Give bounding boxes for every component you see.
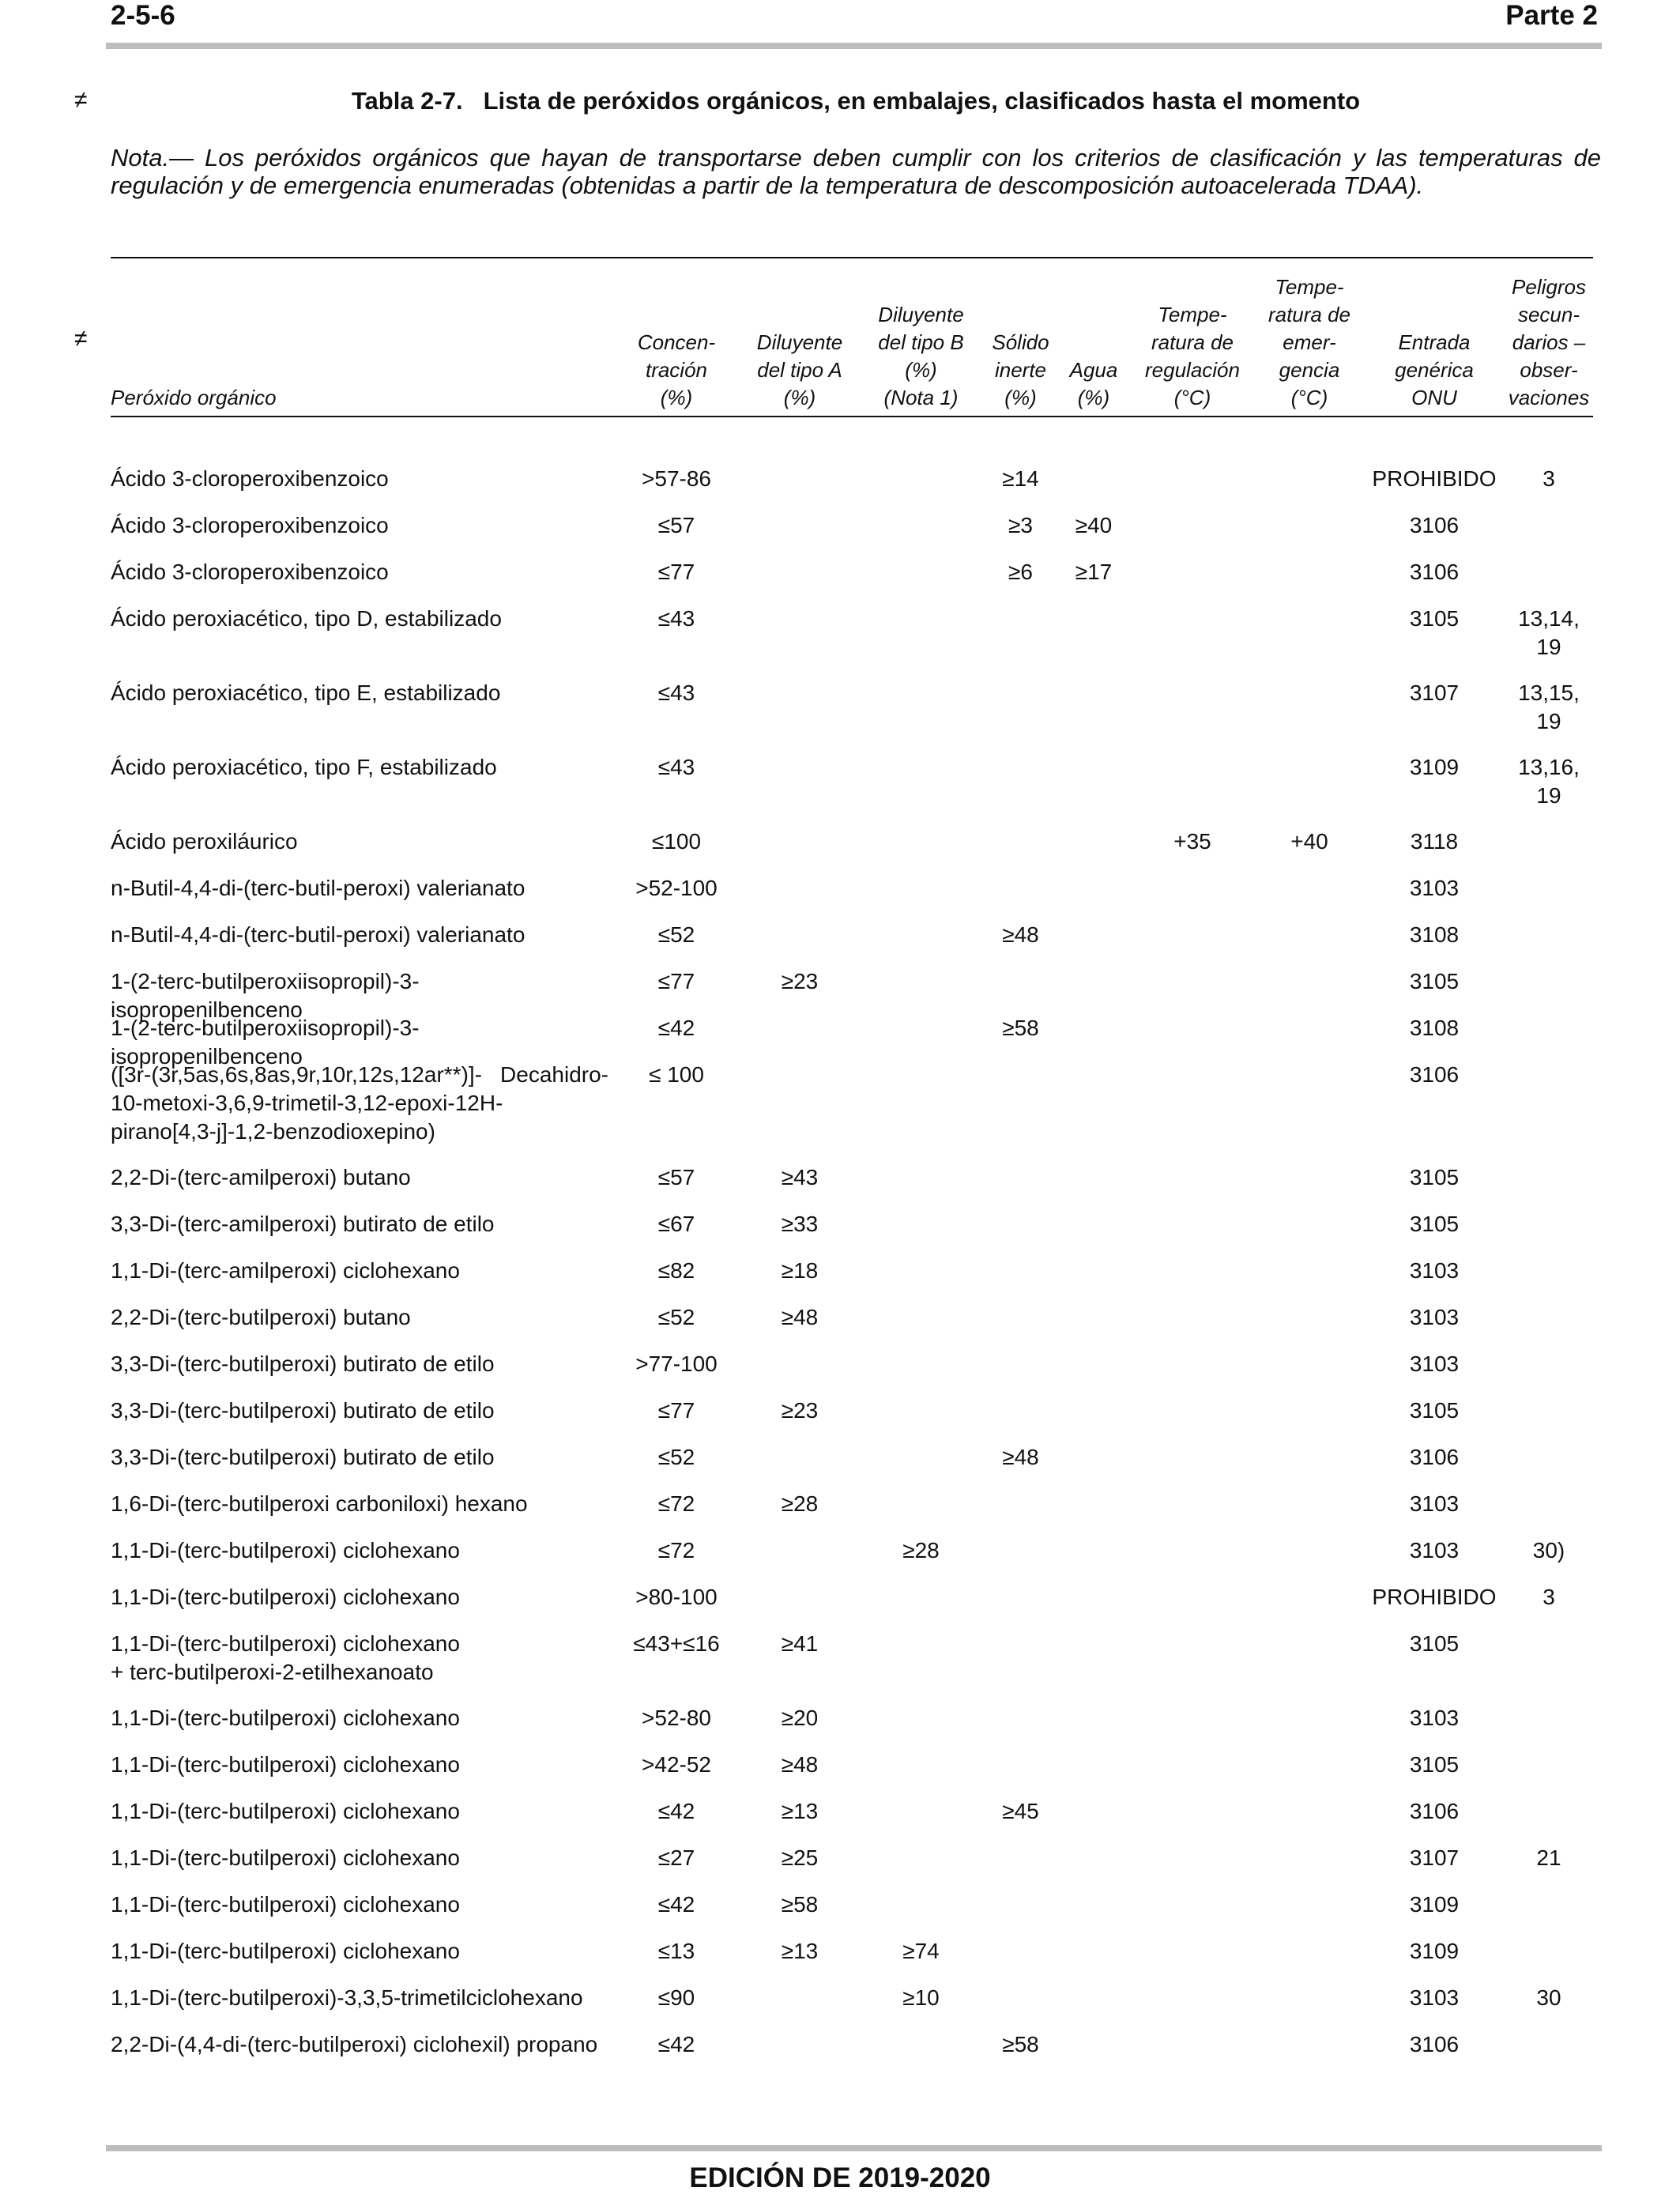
cell-un-entry: 3103 bbox=[1409, 1258, 1460, 1283]
cell-un-entry: 3106 bbox=[1409, 1062, 1460, 1087]
cell-un-entry: 3106 bbox=[1409, 560, 1460, 584]
cell-concentration: ≤42 bbox=[657, 1799, 695, 1823]
cell-name: 2,2-Di-(4,4-di-(terc-butilperoxi) ciclohexil) propano bbox=[111, 2032, 598, 2056]
cell-concentration: ≤52 bbox=[657, 922, 695, 947]
cell-un-entry: 3103 bbox=[1409, 1538, 1460, 1563]
cell-concentration: ≤43 bbox=[657, 755, 695, 779]
cell-concentration: ≤100 bbox=[651, 829, 702, 854]
col-header-temp-regulacion: Tempe- ratura de regulación (°C) bbox=[1145, 303, 1240, 409]
cell-concentration: ≤42 bbox=[657, 2032, 695, 2056]
col-header-diluyente-b: Diluyente del tipo B (%) (Nota 1) bbox=[878, 303, 964, 409]
cell-concentration: ≤52 bbox=[657, 1305, 695, 1329]
cell-diluent-b: ≥10 bbox=[902, 1985, 940, 2010]
cell-un-entry: 3106 bbox=[1409, 2032, 1460, 2056]
cell-inert-solid: ≥58 bbox=[1002, 2032, 1039, 2056]
cell-concentration: ≤42 bbox=[657, 1016, 695, 1040]
cell-name: 1,1-Di-(terc-butilperoxi)-3,3,5-trimetilciclohexano bbox=[111, 1985, 583, 2010]
cell-name: Ácido peroxiacético, tipo F, estabilizado bbox=[111, 755, 497, 779]
change-mark-title: ≠ bbox=[74, 87, 88, 113]
cell-name: ([3r-(3r,5as,6s,8as,9r,10r,12s,12ar**)]- Decahidro-10-metoxi-3,6,9-trimetil-3,12-epoxi-12H-pirano[4,3-j]-1,2-benzodioxepino) bbox=[111, 1062, 608, 1144]
cell-un-entry: 3108 bbox=[1409, 922, 1460, 947]
cell-name: 3,3-Di-(terc-amilperoxi) butirato de etilo bbox=[111, 1212, 495, 1236]
cell-inert-solid: ≥48 bbox=[1002, 1445, 1039, 1469]
cell-subsidiary-hazards: 3 bbox=[1543, 466, 1555, 491]
cell-name: Ácido 3-cloroperoxibenzoico bbox=[111, 560, 389, 584]
cell-name: 1,6-Di-(terc-butilperoxi carboniloxi) hexano bbox=[111, 1491, 528, 1516]
cell-name: 1,1-Di-(terc-butilperoxi) ciclohexano bbox=[111, 1585, 460, 1609]
cell-name: n-Butil-4,4-di-(terc-butil-peroxi) valerianato bbox=[111, 922, 525, 947]
cell-diluent-a: ≥13 bbox=[781, 1939, 819, 1963]
cell-name: Ácido peroxiacético, tipo E, estabilizado bbox=[111, 680, 501, 705]
cell-un-entry: 3109 bbox=[1409, 755, 1460, 779]
cell-concentration: ≤82 bbox=[657, 1258, 695, 1283]
cell-name: Ácido 3-cloroperoxibenzoico bbox=[111, 513, 389, 537]
cell-diluent-a: ≥20 bbox=[781, 1706, 819, 1730]
cell-diluent-a: ≥13 bbox=[781, 1799, 819, 1823]
cell-name: 1,1-Di-(terc-butilperoxi) ciclohexano bbox=[111, 1706, 460, 1730]
cell-name: 1,1-Di-(terc-butilperoxi) ciclohexano bbox=[111, 1799, 460, 1823]
cell-name: n-Butil-4,4-di-(terc-butil-peroxi) valerianato bbox=[111, 876, 525, 900]
cell-name: 1,1-Di-(terc-butilperoxi) ciclohexano bbox=[111, 1752, 460, 1777]
cell-subsidiary-hazards: 30 bbox=[1536, 1985, 1561, 2010]
col-header-solido: Sólido inerte (%) bbox=[992, 330, 1049, 409]
cell-emergency-temp: +40 bbox=[1290, 829, 1328, 854]
cell-un-entry: 3109 bbox=[1409, 1892, 1460, 1917]
cell-subsidiary-hazards: 13,15, 19 bbox=[1518, 680, 1580, 733]
cell-concentration: ≤77 bbox=[657, 969, 695, 993]
cell-concentration: ≤77 bbox=[657, 560, 695, 584]
cell-name: Ácido peroxiacético, tipo D, estabilizado bbox=[111, 606, 502, 631]
cell-un-entry: 3103 bbox=[1409, 1351, 1460, 1376]
cell-name: 3,3-Di-(terc-butilperoxi) butirato de etilo bbox=[111, 1351, 495, 1376]
cell-concentration: ≤43 bbox=[657, 606, 695, 631]
cell-diluent-a: ≥48 bbox=[781, 1752, 819, 1777]
cell-un-entry: 3103 bbox=[1409, 1706, 1460, 1730]
cell-diluent-a: ≥43 bbox=[781, 1165, 819, 1189]
cell-un-entry: PROHIBIDO bbox=[1372, 1585, 1497, 1609]
cell-un-entry: 3108 bbox=[1409, 1016, 1460, 1040]
cell-concentration: ≤52 bbox=[657, 1445, 695, 1469]
cell-un-entry: 3103 bbox=[1409, 1305, 1460, 1329]
table-top-rule bbox=[111, 257, 1593, 258]
cell-diluent-a: ≥33 bbox=[781, 1212, 819, 1236]
cell-diluent-a: ≥18 bbox=[781, 1258, 819, 1283]
cell-name: 1,1-Di-(terc-butilperoxi) ciclohexano bbox=[111, 1538, 460, 1563]
cell-un-entry: 3106 bbox=[1409, 513, 1460, 537]
col-header-peroxido: Peróxido orgánico bbox=[111, 386, 277, 409]
cell-concentration: >57-86 bbox=[642, 466, 711, 491]
cell-control-temp: +35 bbox=[1173, 829, 1211, 854]
cell-un-entry: 3105 bbox=[1409, 969, 1460, 993]
cell-concentration: ≤90 bbox=[657, 1985, 695, 2010]
cell-concentration: ≤72 bbox=[657, 1491, 695, 1516]
header-rule bbox=[106, 43, 1602, 49]
cell-diluent-a: ≥23 bbox=[781, 969, 819, 993]
cell-diluent-a: ≥25 bbox=[781, 1845, 819, 1870]
cell-un-entry: 3107 bbox=[1409, 680, 1460, 705]
cell-diluent-a: ≥28 bbox=[781, 1491, 819, 1516]
cell-un-entry: 3105 bbox=[1409, 606, 1460, 631]
cell-un-entry: 3105 bbox=[1409, 1212, 1460, 1236]
cell-concentration: ≤57 bbox=[657, 513, 695, 537]
cell-subsidiary-hazards: 30) bbox=[1532, 1538, 1565, 1563]
cell-inert-solid: ≥6 bbox=[1008, 560, 1033, 584]
col-header-diluyente-a: Diluyente del tipo A (%) bbox=[756, 330, 843, 409]
cell-diluent-b: ≥28 bbox=[902, 1538, 940, 1563]
cell-name: 2,2-Di-(terc-butilperoxi) butano bbox=[111, 1305, 411, 1329]
cell-diluent-a: ≥41 bbox=[781, 1631, 819, 1656]
cell-diluent-b: ≥74 bbox=[902, 1939, 940, 1963]
cell-concentration: ≤67 bbox=[657, 1212, 695, 1236]
cell-concentration: >52-100 bbox=[635, 876, 718, 900]
cell-concentration: ≤42 bbox=[657, 1892, 695, 1917]
part-label: Parte 2 bbox=[1505, 0, 1598, 31]
cell-concentration: >77-100 bbox=[635, 1351, 718, 1376]
cell-inert-solid: ≥3 bbox=[1008, 513, 1033, 537]
table-title bbox=[111, 87, 1601, 115]
col-header-peligros: Peligros secun- darios – obser- vaciones bbox=[1508, 275, 1590, 409]
cell-concentration: >80-100 bbox=[635, 1585, 718, 1609]
cell-concentration: ≤43+≤16 bbox=[633, 1631, 720, 1656]
cell-water: ≥40 bbox=[1075, 513, 1113, 537]
cell-concentration: ≤57 bbox=[657, 1165, 695, 1189]
cell-diluent-a: ≥48 bbox=[781, 1305, 819, 1329]
cell-name: 1,1-Di-(terc-butilperoxi) ciclohexano bbox=[111, 1892, 460, 1917]
cell-inert-solid: ≥58 bbox=[1002, 1016, 1039, 1040]
cell-name: Ácido 3-cloroperoxibenzoico bbox=[111, 466, 389, 491]
cell-name: 1-(2-terc-butilperoxiisopropil)-3-isopropenilbenceno bbox=[111, 969, 420, 1022]
table-header-rule bbox=[111, 416, 1593, 417]
cell-name: 3,3-Di-(terc-butilperoxi) butirato de etilo bbox=[111, 1398, 495, 1423]
page-number: 2-5-6 bbox=[111, 0, 175, 31]
cell-water: ≥17 bbox=[1075, 560, 1113, 584]
cell-subsidiary-hazards: 13,14, 19 bbox=[1518, 606, 1580, 659]
cell-concentration: ≤13 bbox=[657, 1939, 695, 1963]
cell-name: 1-(2-terc-butilperoxiisopropil)-3-isopropenilbenceno bbox=[111, 1016, 420, 1069]
cell-name: 3,3-Di-(terc-butilperoxi) butirato de etilo bbox=[111, 1445, 495, 1469]
cell-concentration: ≤77 bbox=[657, 1398, 695, 1423]
cell-subsidiary-hazards: 3 bbox=[1543, 1585, 1555, 1609]
footer-rule bbox=[106, 2145, 1602, 2151]
cell-concentration: ≤43 bbox=[657, 680, 695, 705]
cell-un-entry: 3105 bbox=[1409, 1752, 1460, 1777]
cell-un-entry: 3109 bbox=[1409, 1939, 1460, 1963]
cell-diluent-a: ≥58 bbox=[781, 1892, 819, 1917]
col-header-entrada-onu: Entrada genérica ONU bbox=[1395, 330, 1474, 409]
cell-un-entry: 3103 bbox=[1409, 1491, 1460, 1516]
cell-name: 1,1-Di-(terc-amilperoxi) ciclohexano bbox=[111, 1258, 460, 1283]
cell-diluent-a: ≥23 bbox=[781, 1398, 819, 1423]
cell-name: 1,1-Di-(terc-butilperoxi) ciclohexano bbox=[111, 1939, 460, 1963]
edition-footer: EDICIÓN DE 2019-2020 bbox=[689, 2162, 991, 2193]
cell-concentration: ≤72 bbox=[657, 1538, 695, 1563]
cell-un-entry: 3106 bbox=[1409, 1799, 1460, 1823]
cell-inert-solid: ≥14 bbox=[1002, 466, 1039, 491]
cell-name: 1,1-Di-(terc-butilperoxi) ciclohexano + terc-butilperoxi-2-etilhexanoato bbox=[111, 1631, 460, 1684]
cell-concentration: ≤ 100 bbox=[649, 1062, 704, 1087]
cell-un-entry: 3105 bbox=[1409, 1165, 1460, 1189]
cell-un-entry: 3106 bbox=[1409, 1445, 1460, 1469]
cell-name: 2,2-Di-(terc-amilperoxi) butano bbox=[111, 1165, 411, 1189]
cell-un-entry: 3103 bbox=[1409, 876, 1460, 900]
cell-subsidiary-hazards: 21 bbox=[1536, 1845, 1561, 1870]
table-number: Tabla 2-7. bbox=[351, 87, 463, 115]
cell-concentration: >42-52 bbox=[642, 1752, 711, 1777]
cell-subsidiary-hazards: 13,16, 19 bbox=[1518, 755, 1580, 808]
change-mark-header: ≠ bbox=[74, 326, 88, 352]
cell-name: Ácido peroxiláurico bbox=[111, 829, 298, 854]
cell-un-entry: 3118 bbox=[1410, 829, 1459, 854]
cell-un-entry: 3105 bbox=[1409, 1398, 1460, 1423]
table-note: Nota.— Los peróxidos orgánicos que hayan de transportarse deben cumplir con los criterios de clasificación y las temperaturas de regulación y de emergencia enumeradas (obtenidas a partir de la temperatura de descomposición autoacelerada TDAA). bbox=[111, 144, 1601, 199]
cell-un-entry: PROHIBIDO bbox=[1372, 466, 1497, 491]
col-header-agua: Agua (%) bbox=[1069, 358, 1118, 409]
cell-un-entry: 3105 bbox=[1409, 1631, 1460, 1656]
cell-un-entry: 3103 bbox=[1409, 1985, 1460, 2010]
table-title-text: Lista de peróxidos orgánicos, en embalajes, clasificados hasta el momento bbox=[483, 87, 1361, 115]
col-header-concentracion: Concen- tración (%) bbox=[637, 330, 716, 409]
cell-un-entry: 3107 bbox=[1409, 1845, 1460, 1870]
cell-inert-solid: ≥45 bbox=[1002, 1799, 1039, 1823]
cell-inert-solid: ≥48 bbox=[1002, 922, 1039, 947]
cell-name: 1,1-Di-(terc-butilperoxi) ciclohexano bbox=[111, 1845, 460, 1870]
cell-concentration: >52-80 bbox=[642, 1706, 711, 1730]
col-header-temp-emergencia: Tempe- ratura de emer- gencia (°C) bbox=[1268, 275, 1351, 409]
cell-concentration: ≤27 bbox=[657, 1845, 695, 1870]
